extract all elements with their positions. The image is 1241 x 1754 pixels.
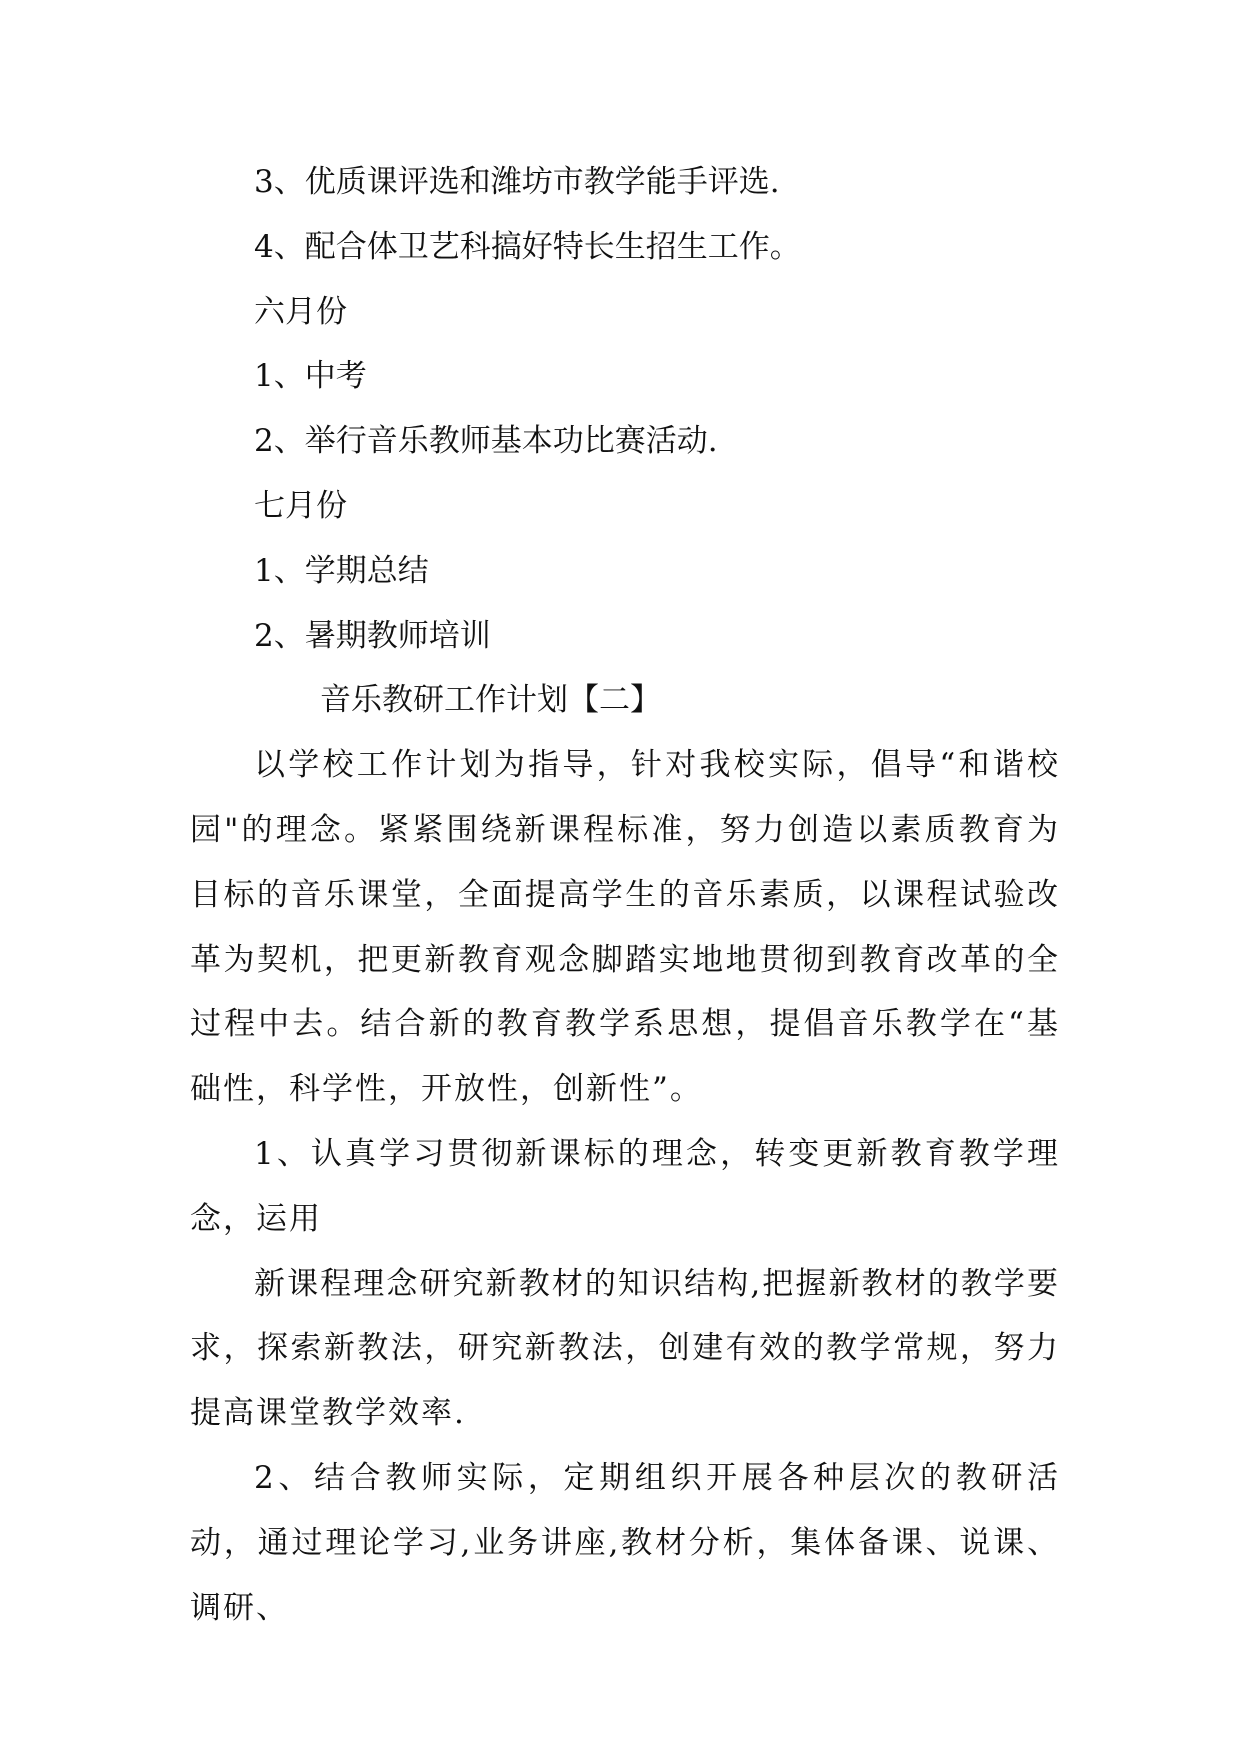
paragraph: 以学校工作计划为指导，针对我校实际，倡导“和谐校园"的理念。紧紧围绕新课程标准，努力创造以素质教育为目标的音乐课堂，全面提高学生的音乐素质，以课程试验改革为契机，把更新教育观念脚踏实地地贯彻到教育改革的全过程中去。结合新的教育教学系思想，提倡音乐教学在“基础性，科学性，开放性，创新性”。 <box>190 747 1060 1108</box>
section-title: 音乐教研工作计划【二】 <box>320 682 661 719</box>
month-heading-july: 七月份 <box>254 487 347 524</box>
paragraph: 新课程理念研究新教材的知识结构,把握新教材的教学要求，探索新教法，研究新教法，创建有效的教学常规，努力提高课堂教学效率. <box>190 1265 1060 1432</box>
list-item: 2、举行音乐教师基本功比赛活动. <box>254 423 718 460</box>
list-item: 1、学期总结 <box>254 552 429 589</box>
list-item: 4、配合体卫艺科搞好特长生招生工作。 <box>254 228 801 265</box>
list-item: 2、暑期教师培训 <box>254 617 491 654</box>
list-item: 3、优质课评选和潍坊市教学能手评选. <box>254 164 780 200</box>
list-item: 1、中考 <box>254 358 367 395</box>
month-heading-june: 六月份 <box>254 293 347 330</box>
paragraph: 2、结合教师实际，定期组织开展各种层次的教研活动，通过理论学习,业务讲座,教材分析，集体备课、说课、调研、 <box>190 1459 1060 1626</box>
document-body <box>190 150 1060 1640</box>
paragraph: 1、认真学习贯彻新课标的理念，转变更新教育教学理念，运用 <box>190 1135 1060 1237</box>
